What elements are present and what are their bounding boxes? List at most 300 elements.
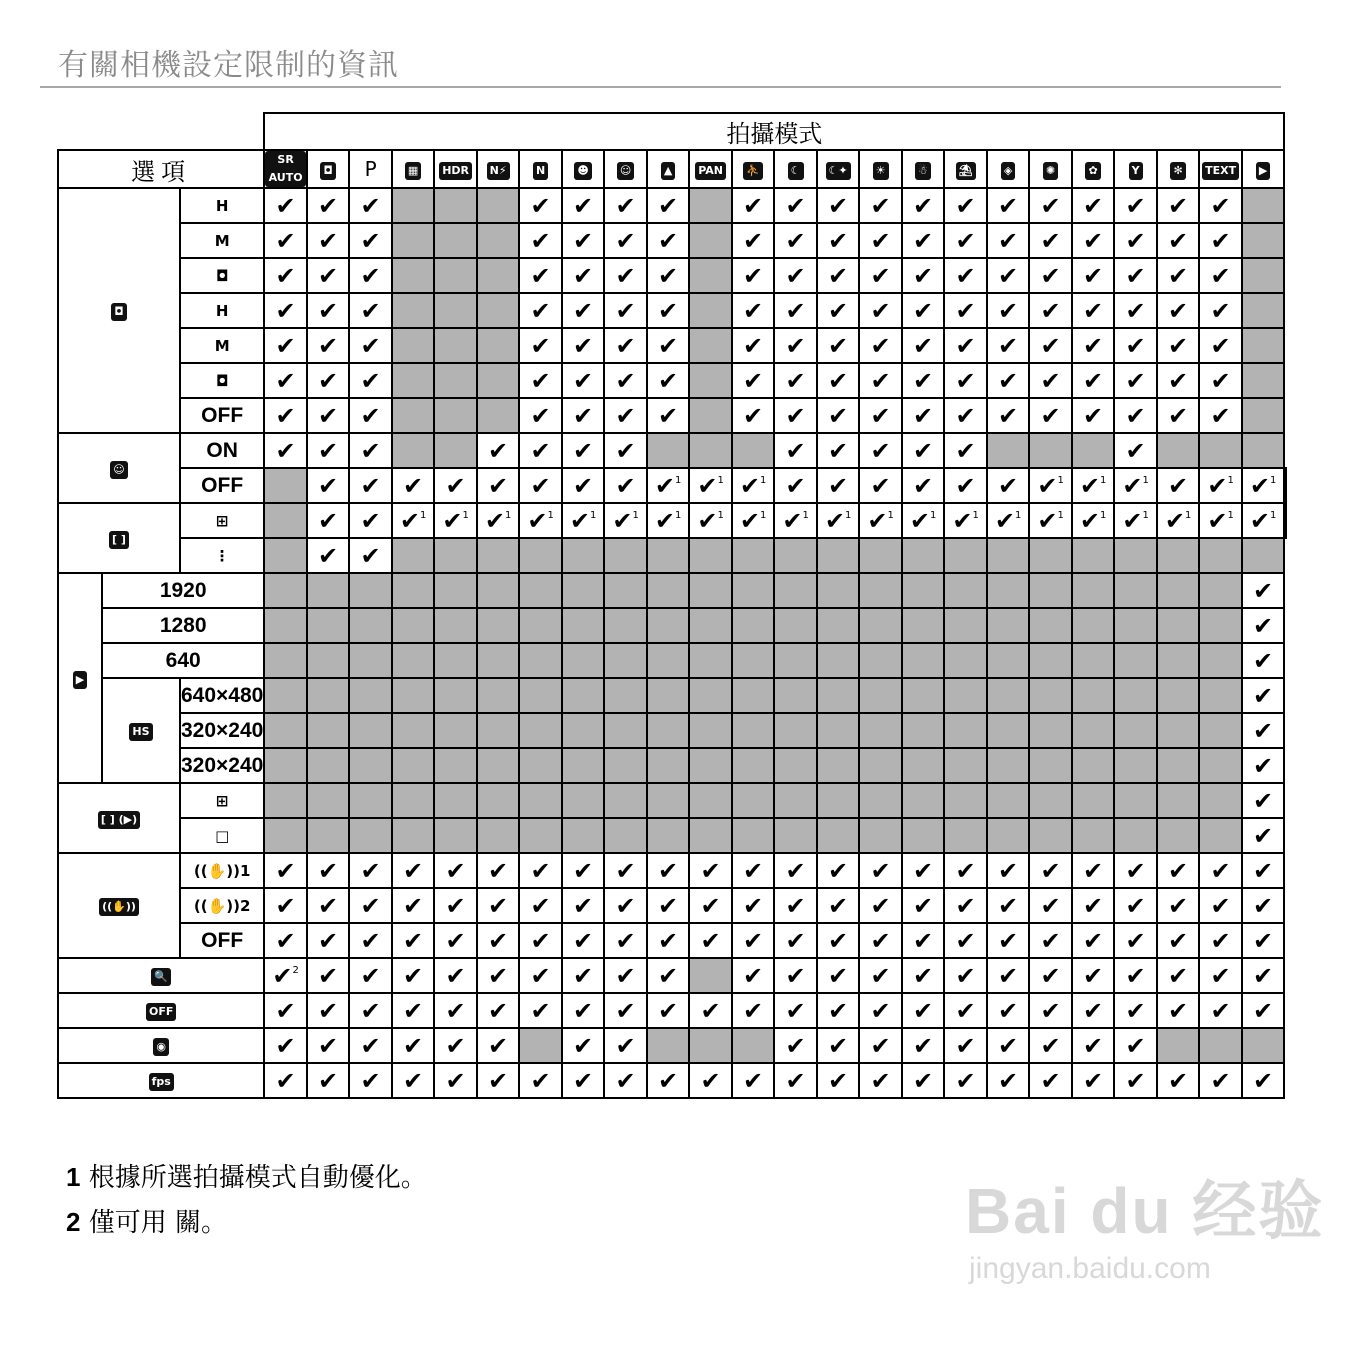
unavailable-cell <box>817 643 860 678</box>
available-cell <box>1157 468 1200 503</box>
footnote-ref: 1 <box>717 474 724 486</box>
table-row <box>58 608 1286 643</box>
available-cell <box>519 433 562 468</box>
option-value-label <box>180 748 264 783</box>
available-cell <box>774 503 817 538</box>
unavailable-cell <box>1242 293 1285 328</box>
check-icon: ✔ <box>913 1031 934 1060</box>
check-icon: ✔$^1$ <box>612 506 639 535</box>
available-cell <box>264 958 307 993</box>
table-row <box>58 888 1286 923</box>
available-cell <box>1199 293 1242 328</box>
option-value-label <box>180 818 264 853</box>
unavailable-cell <box>349 608 392 643</box>
check-icon: ✔ <box>615 296 636 325</box>
mode-header-text-icon <box>1199 150 1242 188</box>
unavailable-cell <box>1242 398 1285 433</box>
unavailable-cell <box>1029 573 1072 608</box>
available-cell <box>1114 1028 1157 1063</box>
options-header: 選項 <box>58 150 264 188</box>
available-cell <box>987 923 1030 958</box>
check-icon: ✔ <box>1125 261 1146 290</box>
table-row <box>58 223 1286 258</box>
available-cell <box>1242 678 1285 713</box>
unavailable-cell <box>1072 608 1115 643</box>
option-value-label <box>102 643 264 678</box>
available-cell <box>774 888 817 923</box>
available-cell <box>434 1028 477 1063</box>
available-cell <box>647 888 690 923</box>
check-icon: ✔ <box>573 226 594 255</box>
check-icon: ✔ <box>1168 331 1189 360</box>
unavailable-cell <box>689 608 732 643</box>
check-icon: ✔ <box>275 366 296 395</box>
check-icon: ✔ <box>913 436 934 465</box>
available-cell <box>519 923 562 958</box>
available-cell <box>1029 363 1072 398</box>
check-icon: ✔ <box>275 226 296 255</box>
check-icon: ✔ <box>1040 296 1061 325</box>
unavailable-cell <box>1157 433 1200 468</box>
available-cell <box>562 958 605 993</box>
available-cell <box>647 468 690 503</box>
check-icon: ✔ <box>1125 296 1146 325</box>
option-value-label <box>180 678 264 713</box>
unavailable-cell <box>477 783 520 818</box>
mode-header-natural-flash-icon <box>477 150 520 188</box>
check-icon: ✔ <box>743 366 764 395</box>
footnote-ref: 1 <box>844 509 852 521</box>
available-cell <box>307 468 350 503</box>
footnote-text: 僅可用 關。 <box>88 1208 227 1238</box>
check-icon: ✔ <box>615 1066 636 1095</box>
footnote-ref: 2 <box>292 964 299 976</box>
available-cell <box>647 188 690 223</box>
unavailable-cell <box>689 958 732 993</box>
check-icon: ✔ <box>573 261 594 290</box>
available-cell <box>392 1063 435 1098</box>
available-cell <box>1029 853 1072 888</box>
unavailable-cell <box>562 818 605 853</box>
available-cell <box>392 888 435 923</box>
available-cell <box>307 1028 350 1063</box>
check-icon: ✔ <box>573 296 594 325</box>
check-icon: ✔$^1$ <box>1249 471 1277 500</box>
check-icon: ✔ <box>1040 996 1061 1025</box>
unavailable-cell <box>859 818 902 853</box>
af-tracking-icon: ⋮ <box>214 547 230 565</box>
check-icon: ✔ <box>913 891 934 920</box>
available-cell <box>817 503 860 538</box>
unavailable-cell <box>434 328 477 363</box>
available-cell <box>1114 363 1157 398</box>
check-icon: ✔ <box>658 296 679 325</box>
unavailable-cell <box>1114 783 1157 818</box>
check-icon: ✔ <box>1083 401 1104 430</box>
unavailable-cell <box>392 188 435 223</box>
check-icon: ✔ <box>785 856 806 885</box>
available-cell <box>1157 993 1200 1028</box>
unavailable-cell <box>562 538 605 573</box>
option-value-label <box>180 923 264 958</box>
available-cell <box>732 188 775 223</box>
check-icon: ✔ <box>615 926 636 955</box>
available-cell <box>987 293 1030 328</box>
available-cell <box>1157 188 1200 223</box>
check-icon: ✔ <box>785 1066 806 1095</box>
check-icon: ✔$^1$ <box>1207 471 1234 500</box>
unavailable-cell <box>1242 223 1285 258</box>
unavailable-cell <box>647 818 690 853</box>
bracket-single-icon: ◘ <box>215 372 229 390</box>
settings-matrix-table <box>57 112 1287 1099</box>
check-icon: ✔$^1$ <box>1122 471 1149 500</box>
unavailable-cell <box>434 783 477 818</box>
unavailable-cell <box>1199 433 1242 468</box>
unavailable-cell <box>732 713 775 748</box>
check-icon: ✔$^1$ <box>1037 471 1064 500</box>
check-icon: ✔ <box>403 471 424 500</box>
available-cell <box>307 363 350 398</box>
unavailable-cell <box>519 748 562 783</box>
available-cell <box>1114 433 1157 468</box>
available-cell <box>604 398 647 433</box>
unavailable-cell <box>944 783 987 818</box>
check-icon: ✔ <box>360 366 381 395</box>
unavailable-cell <box>434 363 477 398</box>
bracket-high-icon: H <box>215 302 229 320</box>
unavailable-cell <box>307 783 350 818</box>
continuous-single-icon: ◘ <box>215 267 229 285</box>
available-cell <box>1072 958 1115 993</box>
check-icon: ✔ <box>955 401 976 430</box>
available-cell <box>987 258 1030 293</box>
check-icon: ✔ <box>1253 1066 1274 1095</box>
check-icon: ✔ <box>658 961 679 990</box>
unavailable-cell <box>434 293 477 328</box>
unavailable-cell <box>1072 818 1115 853</box>
check-icon: ✔ <box>1253 576 1274 605</box>
check-icon: ✔ <box>488 856 509 885</box>
check-icon: ✔ <box>1125 891 1146 920</box>
available-cell <box>1242 1063 1285 1098</box>
unavailable-cell <box>349 783 392 818</box>
available-cell <box>1242 783 1285 818</box>
unavailable-cell <box>689 678 732 713</box>
available-cell <box>859 468 902 503</box>
unavailable-cell <box>732 608 775 643</box>
available-cell <box>944 328 987 363</box>
unavailable-cell <box>647 678 690 713</box>
unavailable-cell <box>434 818 477 853</box>
available-cell <box>349 398 392 433</box>
check-icon: ✔ <box>1125 401 1146 430</box>
check-icon: ✔ <box>998 891 1019 920</box>
available-cell <box>604 958 647 993</box>
unavailable-cell <box>774 713 817 748</box>
check-icon: ✔ <box>1253 821 1274 850</box>
available-cell <box>477 1063 520 1098</box>
unavailable-cell <box>774 678 817 713</box>
option-value-label <box>102 573 264 608</box>
check-icon: ✔ <box>955 226 976 255</box>
available-cell <box>817 433 860 468</box>
check-icon: ✔ <box>828 1031 849 1060</box>
available-cell <box>647 1063 690 1098</box>
unavailable-cell <box>1199 748 1242 783</box>
unavailable-cell <box>732 748 775 783</box>
available-cell <box>477 503 520 538</box>
check-icon: ✔ <box>318 541 339 570</box>
check-icon: ✔ <box>1125 1066 1146 1095</box>
check-icon: ✔ <box>1168 191 1189 220</box>
available-cell <box>264 293 307 328</box>
unavailable-cell <box>987 678 1030 713</box>
unavailable-cell <box>519 538 562 573</box>
check-icon: ✔ <box>275 191 296 220</box>
unavailable-cell <box>647 608 690 643</box>
check-icon: ✔ <box>870 926 891 955</box>
check-icon: ✔ <box>1210 191 1231 220</box>
mode-header-natural-light-icon <box>519 150 562 188</box>
check-icon: ✔ <box>318 366 339 395</box>
footnote-ref: 1 <box>1099 474 1107 486</box>
option-value-text: 320×240 <box>181 718 264 742</box>
unavailable-cell <box>1029 748 1072 783</box>
unavailable-cell <box>1157 713 1200 748</box>
is-mode-2-icon: ((✋))2 <box>193 897 251 915</box>
unavailable-cell <box>689 433 732 468</box>
available-cell <box>689 1063 732 1098</box>
check-icon: ✔ <box>743 856 764 885</box>
option-value-label <box>180 888 264 923</box>
check-icon: ✔ <box>1125 996 1146 1025</box>
footnote-ref: 1 <box>1269 474 1277 486</box>
unavailable-cell <box>1157 608 1200 643</box>
check-icon: ✔ <box>1083 296 1104 325</box>
unavailable-cell <box>434 258 477 293</box>
check-icon: ✔ <box>573 401 594 430</box>
option-value-text: 320×240 <box>181 753 264 777</box>
check-icon: ✔ <box>998 926 1019 955</box>
check-icon: ✔ <box>530 891 551 920</box>
check-icon: ✔ <box>360 856 381 885</box>
unavailable-cell <box>477 293 520 328</box>
unavailable-cell <box>519 713 562 748</box>
available-cell <box>307 398 350 433</box>
check-icon: ✔ <box>488 996 509 1025</box>
option-value-label <box>180 363 264 398</box>
available-cell <box>1199 888 1242 923</box>
check-icon: ✔ <box>828 891 849 920</box>
available-cell <box>774 223 817 258</box>
unavailable-cell <box>689 713 732 748</box>
unavailable-cell <box>392 363 435 398</box>
unavailable-cell <box>1072 713 1115 748</box>
available-cell <box>604 188 647 223</box>
mode-header-hdr-icon <box>434 150 477 188</box>
unavailable-cell <box>1242 363 1285 398</box>
check-icon: ✔ <box>488 1066 509 1095</box>
available-cell <box>519 223 562 258</box>
check-icon: ✔ <box>1253 751 1274 780</box>
available-cell <box>604 503 647 538</box>
unavailable-cell <box>944 573 987 608</box>
available-cell <box>689 923 732 958</box>
check-icon: ✔ <box>403 996 424 1025</box>
available-cell <box>732 398 775 433</box>
check-icon: ✔ <box>1125 366 1146 395</box>
mode-header-cocktail-icon <box>1114 150 1157 188</box>
available-cell <box>859 853 902 888</box>
table-row <box>58 573 1286 608</box>
footnote-ref: 1 <box>972 509 979 521</box>
available-cell <box>732 923 775 958</box>
footnote-ref: 1 <box>759 474 767 486</box>
available-cell <box>902 188 945 223</box>
mode-header-camera-icon <box>307 150 350 188</box>
check-icon: ✔ <box>360 961 381 990</box>
available-cell <box>1157 398 1200 433</box>
mode-header-beach-icon <box>944 150 987 188</box>
available-cell <box>1114 188 1157 223</box>
available-cell <box>1157 328 1200 363</box>
check-icon: ✔ <box>743 1066 764 1095</box>
table-row <box>58 958 1286 993</box>
available-cell <box>562 853 605 888</box>
check-icon: ✔ <box>615 331 636 360</box>
unavailable-cell <box>264 538 307 573</box>
unavailable-cell <box>1114 538 1157 573</box>
unavailable-cell <box>987 713 1030 748</box>
check-icon: ✔ <box>658 366 679 395</box>
check-icon: ✔ <box>785 191 806 220</box>
check-icon: ✔ <box>488 926 509 955</box>
check-icon: ✔ <box>403 926 424 955</box>
unavailable-cell <box>349 643 392 678</box>
available-cell <box>1242 573 1285 608</box>
unavailable-cell <box>902 678 945 713</box>
available-cell <box>562 188 605 223</box>
available-cell <box>1242 993 1285 1028</box>
unavailable-cell <box>1199 643 1242 678</box>
available-cell <box>1199 958 1242 993</box>
unavailable-cell <box>604 643 647 678</box>
available-cell <box>434 503 477 538</box>
unavailable-cell <box>1284 503 1286 538</box>
option-value-text: 640×480 <box>181 683 264 707</box>
check-icon: ✔ <box>913 471 934 500</box>
available-cell <box>859 993 902 1028</box>
check-icon: ✔ <box>828 296 849 325</box>
unavailable-cell <box>477 538 520 573</box>
unavailable-cell <box>944 748 987 783</box>
check-icon: ✔ <box>828 261 849 290</box>
check-icon: ✔ <box>573 926 594 955</box>
available-cell <box>392 468 435 503</box>
footnote-ref: 1 <box>462 509 469 521</box>
table-row <box>58 328 1286 363</box>
available-cell <box>562 223 605 258</box>
unavailable-cell <box>519 818 562 853</box>
available-cell <box>817 293 860 328</box>
unavailable-cell <box>264 713 307 748</box>
check-icon: ✔ <box>870 1066 891 1095</box>
panorama-icon: PAN <box>695 162 726 180</box>
text-icon: TEXT <box>1202 162 1239 180</box>
check-icon: ✔ <box>445 471 466 500</box>
available-cell <box>732 503 775 538</box>
available-cell <box>902 888 945 923</box>
page-title: 有關相機設定限制的資訊 <box>58 48 399 83</box>
check-icon: ✔ <box>1210 261 1231 290</box>
unavailable-cell <box>1242 328 1285 363</box>
check-icon: ✔$^1$ <box>1207 506 1234 535</box>
check-icon: ✔$^1$ <box>739 471 767 500</box>
watermark-url: jingyan.baidu.com <box>969 1252 1211 1285</box>
unavailable-cell <box>392 293 435 328</box>
check-icon: ✔ <box>530 436 551 465</box>
available-cell <box>604 1028 647 1063</box>
check-icon: ✔ <box>785 366 806 395</box>
available-cell <box>1072 1028 1115 1063</box>
footnote-number: 1 <box>66 1162 81 1192</box>
unavailable-cell <box>1242 433 1285 468</box>
available-cell <box>732 1063 775 1098</box>
check-icon: ✔$^1$ <box>867 506 894 535</box>
check-icon: ✔ <box>743 996 764 1025</box>
available-cell <box>1114 993 1157 1028</box>
available-cell <box>562 293 605 328</box>
unavailable-cell <box>1199 608 1242 643</box>
check-icon: ✔ <box>870 401 891 430</box>
sunset-icon: ☀ <box>873 162 889 180</box>
unavailable-cell <box>689 643 732 678</box>
unavailable-cell <box>774 538 817 573</box>
available-cell <box>604 888 647 923</box>
check-icon: ✔ <box>700 1066 721 1095</box>
check-icon: ✔ <box>998 401 1019 430</box>
check-icon: ✔ <box>998 261 1019 290</box>
available-cell <box>732 223 775 258</box>
full-hd-icon: 1920 <box>159 578 207 602</box>
check-icon: ✔ <box>1040 1066 1061 1095</box>
check-icon: ✔ <box>318 961 339 990</box>
available-cell <box>1157 363 1200 398</box>
available-cell <box>519 363 562 398</box>
unavailable-cell <box>519 608 562 643</box>
unavailable-cell <box>562 713 605 748</box>
available-cell <box>1199 223 1242 258</box>
unavailable-cell <box>902 818 945 853</box>
available-cell <box>1199 188 1242 223</box>
mode-header-party-icon <box>1072 150 1115 188</box>
check-icon: ✔ <box>488 891 509 920</box>
available-cell <box>944 853 987 888</box>
check-icon: ✔$^1$ <box>952 506 979 535</box>
check-icon: ✔ <box>530 366 551 395</box>
available-cell <box>1157 853 1200 888</box>
table-row <box>58 748 1286 783</box>
footnote-ref: 1 <box>1227 509 1234 521</box>
footnote-ref: 1 <box>1184 509 1192 521</box>
check-icon: ✔ <box>828 856 849 885</box>
mode-header-portrait-enhancer-icon <box>604 150 647 188</box>
watermark-brand: Bai du 经验 <box>965 1175 1325 1247</box>
unavailable-cell <box>477 258 520 293</box>
available-cell <box>1029 258 1072 293</box>
available-cell <box>1029 188 1072 223</box>
